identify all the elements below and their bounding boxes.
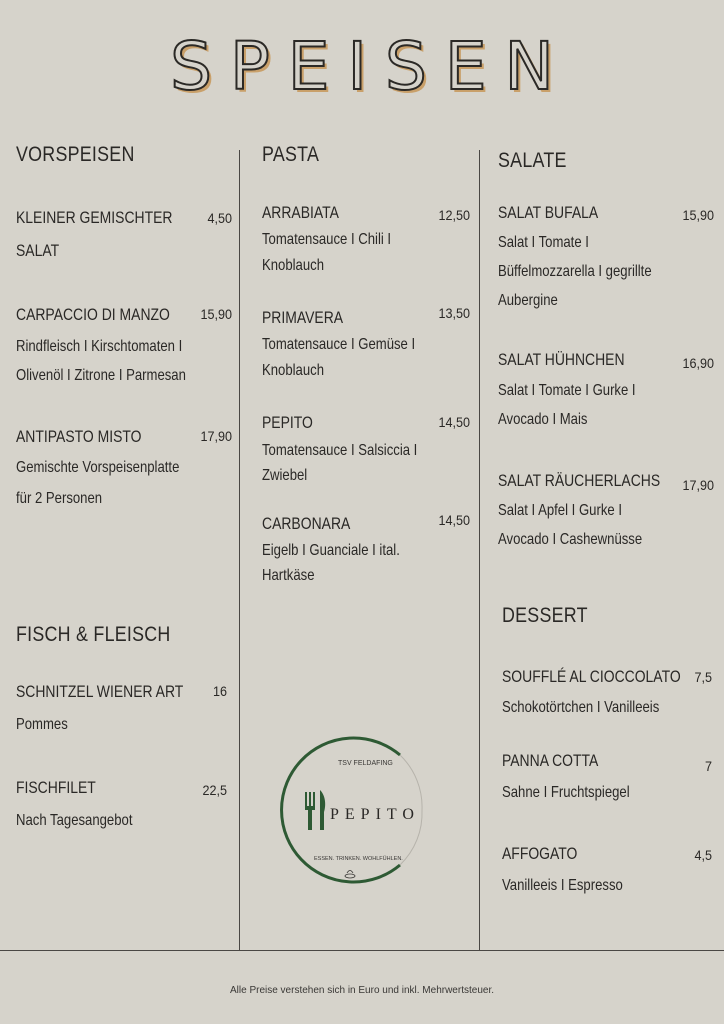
item-description: Zwiebel [262, 467, 308, 484]
item-name: SALAT RÄUCHERLACHS [498, 471, 661, 490]
item-name: SALAT BUFALA [498, 203, 599, 222]
restaurant-logo [272, 730, 452, 890]
logo-name: PEPITO [330, 806, 420, 823]
item-name-line2: SALAT [16, 241, 60, 260]
knife-icon [320, 790, 325, 830]
item-name: CARBONARA [262, 514, 351, 533]
item-name: SOUFFLÉ AL CIOCCOLATO [502, 667, 681, 686]
item-description: Knoblauch [262, 362, 325, 379]
item-price: 7 [704, 758, 712, 774]
item-price: 17,90 [200, 428, 232, 444]
item-description: Eigelb I Guanciale I ital. [262, 542, 400, 559]
item-name: AFFOGATO [502, 844, 578, 863]
item-description: Rindfleisch I Kirschtomaten I [16, 338, 183, 355]
item-name: ARRABIATA [262, 203, 339, 222]
column-divider-right [479, 150, 480, 950]
item-price: 16,90 [682, 355, 714, 371]
item-description: Avocado I Mais [498, 411, 588, 428]
logo-arc-right [400, 755, 422, 810]
logo-emblem [272, 730, 452, 890]
plate-icon [345, 871, 355, 879]
section-heading-dessert: DESSERT [502, 604, 588, 627]
item-name: FISCHFILET [16, 778, 96, 797]
item-description: Pommes [16, 716, 68, 733]
item-name: PANNA COTTA [502, 751, 599, 770]
item-name: KLEINER GEMISCHTER [16, 208, 173, 227]
item-price: 4,50 [207, 210, 232, 226]
item-description: Schokotörtchen I Vanilleeis [502, 699, 660, 716]
item-description: Tomatensauce I Salsiccia I [262, 442, 418, 459]
item-description: Salat I Tomate I Gurke I [498, 382, 636, 399]
section-heading-pasta: PASTA [262, 143, 320, 166]
column-divider-left [239, 150, 240, 950]
item-description: Vanilleeis I Espresso [502, 877, 623, 894]
page-title: SPEISEN [170, 28, 572, 105]
item-price: 14,50 [438, 512, 470, 528]
item-price: 14,50 [438, 414, 470, 430]
item-description: Salat I Apfel I Gurke I [498, 502, 622, 519]
item-description: Büffelmozzarella I gegrillte [498, 263, 652, 280]
item-description: Gemischte Vorspeisenplatte [16, 459, 180, 476]
item-name: PEPITO [262, 413, 313, 432]
item-price: 22,5 [202, 782, 227, 798]
item-description: Olivenöl I Zitrone I Parmesan [16, 367, 186, 384]
item-price: 15,90 [682, 207, 714, 223]
fork-icon [305, 792, 315, 830]
item-description: Salat I Tomate I [498, 234, 589, 251]
item-price: 16 [212, 683, 227, 699]
item-name: SCHNITZEL WIENER ART [16, 682, 184, 701]
logo-top-text: TSV FELDAFING [338, 760, 393, 767]
item-name: CARPACCIO DI MANZO [16, 305, 170, 324]
item-name: PRIMAVERA [262, 308, 344, 327]
item-name: ANTIPASTO MISTO [16, 427, 142, 446]
section-heading-salate: SALATE [498, 149, 567, 172]
item-description: Tomatensauce I Gemüse I [262, 336, 416, 353]
item-price: 15,90 [200, 306, 232, 322]
section-heading-fisch-fleisch: FISCH & FLEISCH [16, 623, 171, 646]
footer-divider [0, 950, 724, 951]
item-description: Sahne I Fruchtspiegel [502, 784, 630, 801]
item-price: 12,50 [438, 207, 470, 223]
logo-tagline: ESSEN. TRINKEN. WOHLFÜHLEN. [314, 856, 403, 862]
section-heading-vorspeisen: VORSPEISEN [16, 143, 135, 166]
item-description: Aubergine [498, 292, 558, 309]
item-description: Nach Tagesangebot [16, 812, 133, 829]
price-note-footer: Alle Preise verstehen sich in Euro und inkl. Mehrwertsteuer. [229, 985, 494, 996]
item-name: SALAT HÜHNCHEN [498, 350, 625, 369]
item-description: Knoblauch [262, 257, 325, 274]
item-price: 13,50 [438, 305, 470, 321]
item-description: für 2 Personen [16, 490, 103, 507]
item-description: Hartkäse [262, 567, 315, 584]
item-description: Tomatensauce I Chili I [262, 231, 392, 248]
item-price: 17,90 [682, 477, 714, 493]
item-price: 7,5 [694, 669, 712, 685]
item-description: Avocado I Cashewnüsse [498, 531, 643, 548]
item-price: 4,5 [694, 847, 712, 863]
